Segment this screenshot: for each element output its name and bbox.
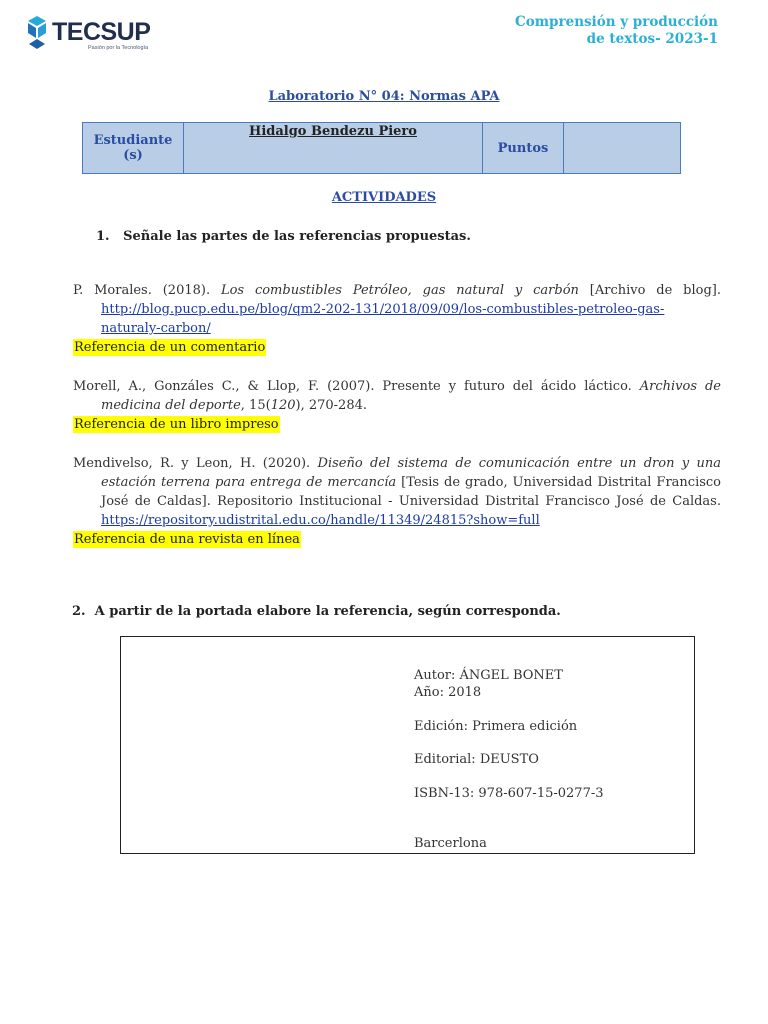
book-author: Autor: ÁNGEL BONET — [414, 668, 563, 683]
reference-1-title: Los combustibles Petróleo, gas natural y carbón — [220, 283, 579, 298]
student-name: Hidalgo Bendezu Piero — [249, 124, 417, 139]
student-name-cell[interactable] — [184, 123, 483, 174]
course-title-line2: de textos- 2023-1 — [586, 31, 718, 47]
reference-1-label: Referencia de un comentario — [74, 340, 266, 355]
reference-2-pages: ), 270-284. — [295, 398, 368, 413]
book-edition: Edición: Primera edición — [414, 719, 578, 734]
reference-2 — [73, 377, 721, 415]
reference-2-issue: 120 — [270, 398, 296, 413]
reference-3 — [73, 454, 721, 530]
reference-2-volume: , 15( — [240, 398, 271, 413]
book-isbn: ISBN-13: 978-607-15-0277-3 — [414, 786, 604, 801]
student-label-line2: (s) — [123, 148, 143, 163]
tecsup-logo-mark-icon — [24, 14, 52, 50]
question-1: 1. Señale las partes de las referencias propuestas. — [96, 229, 471, 244]
book-cover-box — [120, 636, 695, 854]
reference-3-rest: [Tesis de grado, Universidad Distrital Francisco José de Caldas]. Repositorio Institucional - Universidad Distrital Francisco José de Caldas. — [101, 475, 722, 509]
student-table — [82, 122, 681, 174]
reference-1 — [73, 281, 721, 338]
book-city: Barcerlona — [414, 836, 487, 851]
book-publisher: Editorial: DEUSTO — [414, 752, 539, 767]
reference-3-label: Referencia de una revista en línea — [74, 532, 300, 547]
reference-3-author-date: Mendivelso, R. y Leon, H. (2020). — [73, 456, 318, 471]
tecsup-logo — [24, 14, 154, 54]
reference-1-link[interactable]: http://blog.pucp.edu.pe/blog/qm2-202-131/2018/09/09/los-combustibles-petroleo-gas-naturaly-carbon/ — [101, 302, 665, 336]
student-label-line1: Estudiante — [93, 133, 173, 148]
course-title-line1: Comprensión y producción — [515, 14, 718, 30]
activities-heading: ACTIVIDADES — [331, 190, 437, 205]
points-label-cell: Puntos — [483, 123, 564, 174]
student-label-cell — [83, 123, 184, 174]
course-title — [515, 14, 718, 48]
reference-2-journal: Archivos de medicina del deporte — [101, 379, 721, 413]
reference-1-author-date: P. Morales. (2018). — [73, 283, 221, 298]
reference-1-rest: [Archivo de blog]. — [578, 283, 721, 298]
logo-tagline: Pasión por la Tecnología — [88, 45, 149, 51]
reference-3-link[interactable]: https://repository.udistrital.edu.co/handle/11349/24815?show=full — [101, 513, 540, 528]
question-2: 2. A partir de la portada elabore la referencia, según corresponda. — [72, 604, 561, 619]
lab-title: Laboratorio N° 04: Normas APA — [268, 89, 500, 104]
reference-2-author-date: Morell, A., Gonzáles C., & Llop, F. (2007). Presente y futuro del ácido láctico. — [73, 379, 640, 394]
reference-2-label: Referencia de un libro impreso — [74, 417, 279, 432]
reference-3-title: Diseño del sistema de comunicación entre un dron y una estación terrena para entrega de mercancía — [101, 456, 721, 490]
book-year: Año: 2018 — [414, 685, 482, 700]
points-value-cell[interactable] — [564, 123, 681, 174]
logo-wordmark: TECSUP — [52, 18, 151, 46]
